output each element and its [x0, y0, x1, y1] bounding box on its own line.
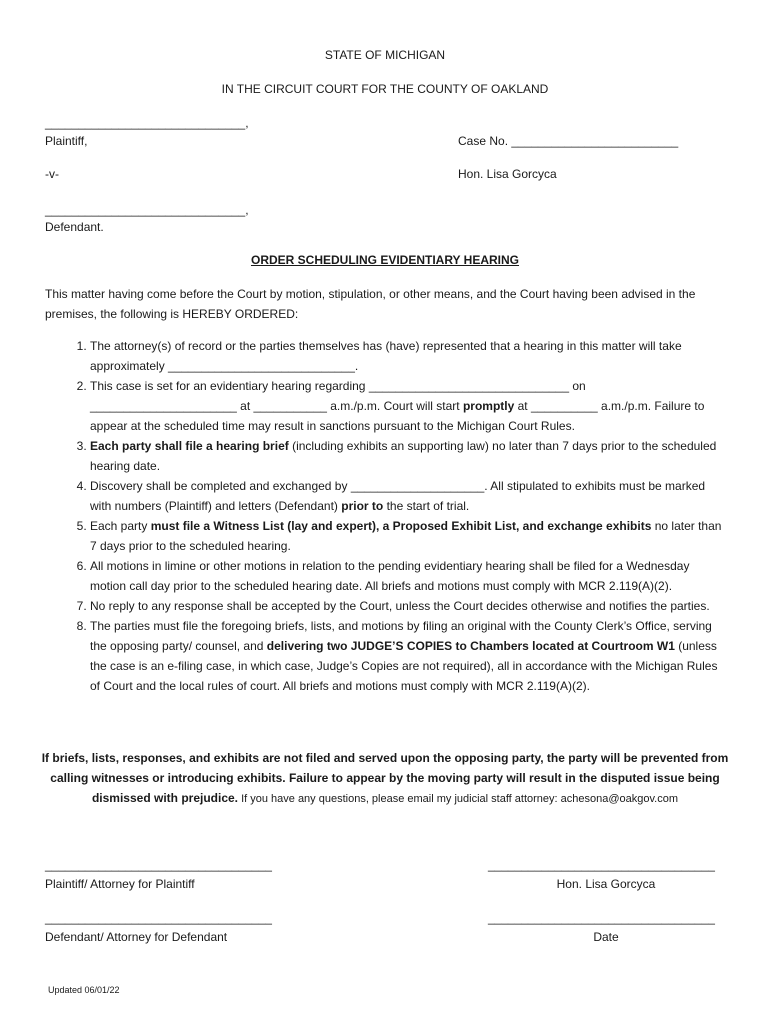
order-item	[90, 556, 725, 596]
versus-label: -v-	[45, 167, 59, 181]
judge-name: Hon. Lisa Gorcyca	[458, 167, 557, 181]
order-item-text: No reply to any response shall be accepted by the Court, unless the Court decides otherwise and notifies the parties.	[90, 599, 710, 613]
intro-paragraph: This matter having come before the Court by motion, stipulation, or other means, and the Court having been advised in the premises, the following is HEREBY ORDERED:	[45, 287, 696, 321]
order-item-bold-text: delivering two JUDGE’S COPIES to Chambers located at Courtroom W1	[266, 639, 675, 653]
order-item-text: the start of trial.	[383, 499, 470, 513]
order-item	[90, 476, 725, 516]
judge-signature-line: __________________________________	[488, 858, 715, 872]
plaintiff-name-line: ______________________________,	[45, 116, 249, 130]
order-item-bold-text: Each party shall file a hearing brief	[90, 439, 289, 453]
defendant-signature-label: Defendant/ Attorney for Defendant	[45, 930, 228, 944]
order-item	[90, 596, 725, 616]
order-item-text: Each party	[90, 519, 151, 533]
contact-text: If you have any questions, please email my judicial staff attorney: achesona@oakgov.com	[238, 793, 679, 805]
order-item	[90, 336, 725, 376]
defendant-label: Defendant.	[45, 220, 104, 234]
order-item-bold-text: must file a Witness List (lay and expert), a Proposed Exhibit List, and exchange exhibits	[150, 519, 652, 533]
defendant-signature-line: __________________________________	[45, 911, 272, 925]
court-heading: IN THE CIRCUIT COURT FOR THE COUNTY OF OAKLAND	[221, 82, 549, 96]
orders-list	[45, 336, 725, 696]
case-number: Case No. _________________________	[458, 134, 679, 148]
plaintiff-label: Plaintiff,	[45, 134, 88, 148]
order-item-text: Discovery shall be completed and exchanged by ____________________. All stipulated to exhibits must be marked with numbers (Plaintiff) and letters (Defendant)	[90, 479, 706, 513]
order-item	[90, 376, 725, 436]
judge-signature-label: Hon. Lisa Gorcyca	[556, 877, 656, 891]
defendant-name-line: ______________________________,	[45, 203, 249, 217]
date-label: Date	[593, 930, 619, 944]
order-item-text: This case is set for an evidentiary hearing regarding ______________________________ on ______________________ at ___________ a.m./p.m. Court will start	[90, 379, 586, 413]
warning-bold-text: If briefs, lists, responses, and exhibits are not filed and served upon the opposing party, the party will be prevented from calling witnesses or introducing exhibits. Failure to appear by the moving party will result in the disputed issue being dismissed with prejudice.	[41, 751, 729, 805]
state-heading: STATE OF MICHIGAN	[324, 48, 446, 62]
order-title: ORDER SCHEDULING EVIDENTIARY HEARING	[250, 253, 520, 267]
plaintiff-signature-line: __________________________________	[45, 858, 272, 872]
order-item-text: The parties must file the foregoing briefs, lists, and motions by filing an original with the County Clerk’s Office, serving the opposing party/ counsel, and	[90, 619, 712, 653]
plaintiff-signature-label: Plaintiff/ Attorney for Plaintiff	[45, 877, 195, 891]
order-item-text: no later than 7 days prior to the scheduled hearing.	[90, 519, 722, 553]
order-item-bold-text: promptly	[462, 399, 515, 413]
warning-paragraph	[40, 748, 730, 809]
order-item-bold-text: prior to	[341, 499, 384, 513]
order-item-text: The attorney(s) of record or the parties themselves has (have) represented that a hearing in this matter will take approximately ____________________________.	[90, 339, 682, 373]
order-item-text: (unless the case is an e-filing case, in which case, Judge’s Copies are not required), all in accordance with the Michigan Rules of Court and the local rules of court. All briefs and motions must comply with MCR 2.119(A)(2).	[90, 639, 718, 693]
updated-date: Updated 06/01/22	[48, 985, 120, 995]
date-signature-line: __________________________________	[488, 911, 715, 925]
order-item	[90, 616, 725, 696]
order-item-text: (including exhibits an supporting law) no later than 7 days prior to the scheduled hearing date.	[90, 439, 717, 473]
order-item-text: at __________ a.m./p.m. Failure to appear at the scheduled time may result in sanctions pursuant to the Michigan Court Rules.	[90, 399, 705, 433]
order-item	[90, 436, 725, 476]
order-item-text: All motions in limine or other motions in relation to the pending evidentiary hearing shall be filed for a Wednesday motion call day prior to the scheduled hearing date. All briefs and motions must comply with MCR 2.119(A)(2).	[90, 559, 690, 593]
order-item	[90, 516, 725, 556]
